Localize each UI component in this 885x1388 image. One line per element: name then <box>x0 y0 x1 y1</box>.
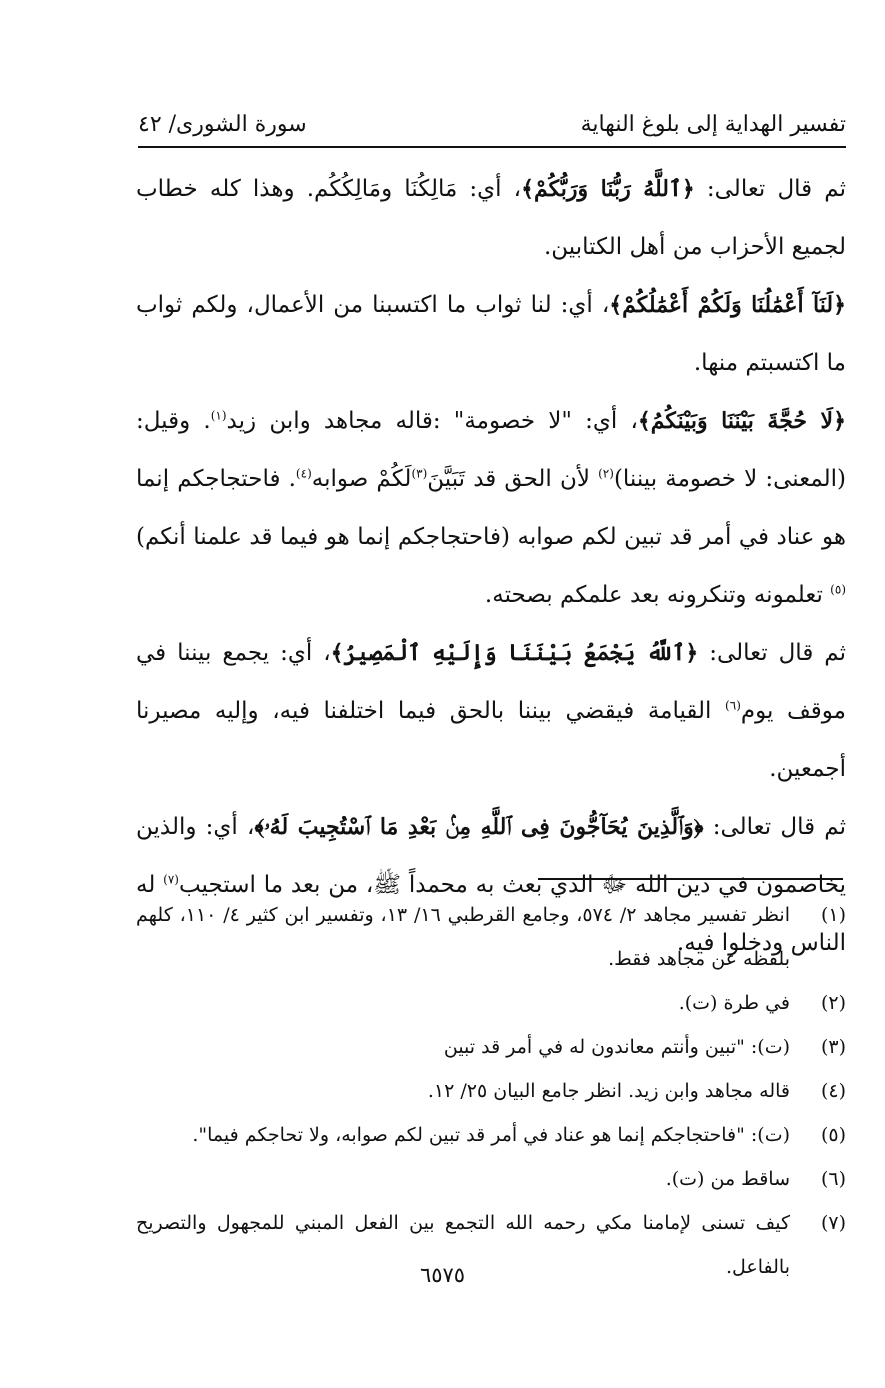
paragraph-text: لَكُمْ صوابه <box>311 466 412 492</box>
header-rule <box>138 146 846 148</box>
footnote-number: (٦) <box>820 1168 846 1190</box>
paragraph-text: ، أي: يجمع بيننا في موقف يوم <box>136 640 846 724</box>
paragraph-text: . فاحتجاجكم إنما هو عناد في أمر قد تبين لكم صوابه (فاحتجاجكم إنما هو فيما قد علمنا أنكم) <box>136 466 846 550</box>
footnote-marker[interactable]: (٦) <box>725 698 741 713</box>
page-header <box>138 96 846 136</box>
quran-verse: ﴿ٱللَّهُ رَبُّنَا وَرَبُّكُمْ﴾ <box>521 176 695 202</box>
book-title: تفسير الهداية إلى بلوغ النهاية <box>580 112 846 137</box>
main-text <box>136 160 846 972</box>
paragraph-text: ثم قال تعالى: <box>694 176 846 202</box>
footnote-marker[interactable]: (٥) <box>830 582 846 597</box>
footnote-text: في طرة (ت). <box>678 992 790 1014</box>
footnote-text: ساقط من (ت). <box>665 1168 790 1190</box>
footnote-number: (٤) <box>820 1080 846 1102</box>
paragraph-text: ، أي: "لا خصومة" :قاله مجاهد وابن زيد <box>226 408 638 434</box>
footnote-number: (٢) <box>820 992 846 1014</box>
paragraph-1 <box>136 160 846 276</box>
surah-label: سورة الشورى/ ٤٢ <box>138 112 307 137</box>
footnote-marker[interactable]: (٧) <box>163 872 179 887</box>
footnote-number: (٣) <box>820 1036 846 1058</box>
paragraph-text: ثم قال تعالى: <box>698 640 846 666</box>
footnote-text: قاله مجاهد وابن زيد. انظر جامع البيان ٢٥/ ١٢. <box>427 1080 790 1102</box>
paragraph-2 <box>136 276 846 392</box>
paragraph-text: ، أي: والذين يخاصمون في دين الله ﷻ الذي بعث به محمداً ﷺ، من بعد ما استجيب <box>136 814 846 898</box>
footnote-item <box>136 1157 846 1201</box>
paragraph-text: . وقيل: (المعنى: لا خصومة بيننا) <box>136 408 846 492</box>
paragraph-3 <box>136 392 846 624</box>
footnote-text: (ت): "فاحتجاجكم إنما هو عناد في أمر قد تبين لكم صوابه، ولا تحاجكم فيما". <box>192 1124 790 1146</box>
footnote-marker[interactable]: (٤) <box>295 466 312 481</box>
paragraph-text: ثم قال تعالى: <box>703 814 846 840</box>
paragraph-text: ، أي: مَالِكُنَا ومَالِكُكُم. وهذا كله خطاب لجميع الأحزاب من أهل الكتابين. <box>136 176 846 260</box>
paragraph-text: القيامة فيقضي بيننا بالحق فيما اختلفنا فيه، وإليه مصيرنا أجمعين. <box>136 698 846 782</box>
paragraph-4 <box>136 624 846 798</box>
paragraph-text: ، أي: لنا ثواب ما اكتسبنا من الأعمال، ولكم ثواب ما اكتسبتم منها. <box>136 292 846 376</box>
footnote-item <box>136 1113 846 1157</box>
page-number: ٦٥٧٥ <box>419 1263 466 1287</box>
footnote-text: انظر تفسير مجاهد ٢/ ٥٧٤، وجامع القرطبي ١٦/ ١٣، وتفسير ابن كثير ٤/ ١١٠، كلهم بلفظه عن مجاهد فقط. <box>136 904 790 970</box>
footnote-item <box>136 981 846 1025</box>
paragraph-text: لأن الحق قد تَبَيَّنَ <box>427 466 599 492</box>
footnote-number: (١) <box>820 904 846 926</box>
footnote-item <box>136 893 846 981</box>
footnote-text: (ت): "تبين وأنتم معاندون له في أمر قد تبين <box>443 1036 790 1058</box>
quran-verse: ﴿ٱللَّهُ يَجْمَعُ بَيْنَنَا وَإِلَيْهِ ٱلْمَصِيرُ﴾ <box>330 640 699 666</box>
quran-verse: ﴿لَا حُجَّةَ بَيْنَنَا وَبَيْنَكُمُ﴾ <box>637 408 846 434</box>
footnotes-list <box>136 893 846 1289</box>
footnote-marker[interactable]: (٣) <box>411 466 428 481</box>
quran-verse: ﴿لَنَآ أَعْمَٰلُنَا وَلَكُمْ أَعْمَٰلُكُمْ﴾ <box>609 292 846 318</box>
paragraph-text: تعلمونه وتنكرونه بعد علمكم بصحته. <box>484 582 831 608</box>
footnote-marker[interactable]: (١) <box>210 408 227 423</box>
footnote-number: (٥) <box>820 1124 846 1146</box>
footnote-separator <box>538 878 843 880</box>
footnote-text: كيف تسنى لإمامنا مكي رحمه الله التجمع بين الفعل المبني للمجهول والتصريح بالفاعل. <box>136 1212 790 1278</box>
paragraph-text: له الناس ودخلوا فيه. <box>136 872 846 956</box>
footnote-marker[interactable]: (٢) <box>598 466 614 481</box>
footnote-item <box>136 1069 846 1113</box>
footnote-item <box>136 1025 846 1069</box>
quran-verse: ﴿وَٱلَّذِينَ يُحَآجُّونَ فِى ٱللَّهِ مِنۢ بَعْدِ مَا ٱسْتُجِيبَ لَهُۥ﴾ <box>254 814 704 840</box>
footnote-number: (٧) <box>820 1212 846 1234</box>
